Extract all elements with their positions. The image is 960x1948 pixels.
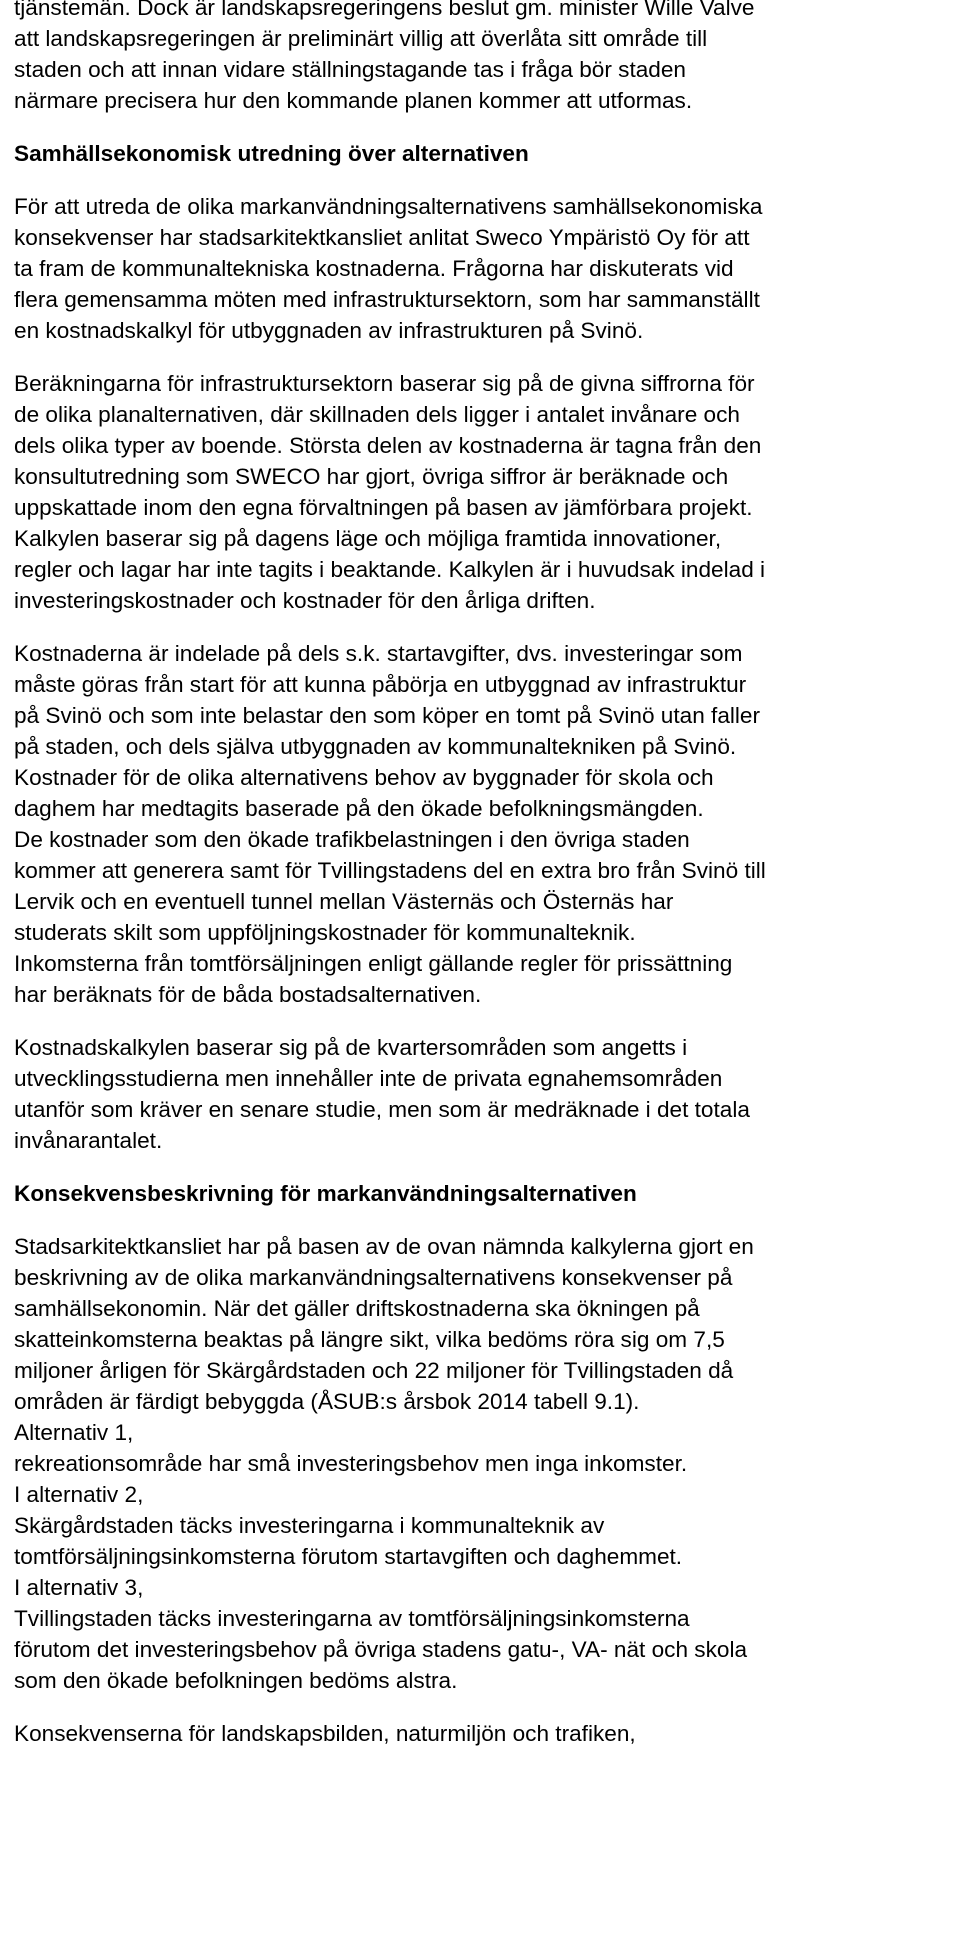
text-line: områden är färdigt bebyggda (ÅSUB:s årsbok 2014 tabell 9.1). [14,1389,640,1414]
paragraph-konsekvenser [14,1231,944,1696]
text-line: Konsekvenserna för landskapsbilden, naturmiljön och trafiken, [14,1721,636,1746]
text-line: Skärgårdstaden täcks investeringarna i kommunalteknik av [14,1513,605,1538]
section-heading-samhallsekonomisk: Samhällsekonomisk utredning över alternativen [14,141,529,166]
text-line: på Svinö och som inte belastar den som köper en tomt på Svinö utan faller [14,703,761,728]
text-line: Stadsarkitektkansliet har på basen av de ovan nämnda kalkylerna gjort en [14,1234,754,1259]
text-line: tjänstemän. Dock är landskapsregeringens beslut gm. minister Wille Valve [14,0,755,20]
text-line: Kalkylen baserar sig på dagens läge och möjliga framtida innovationer, [14,526,722,551]
paragraph-landskapsbilden [14,1718,944,1749]
text-line: Tvillingstaden täcks investeringarna av tomtförsäljningsinkomsterna [14,1606,690,1631]
text-line: att landskapsregeringen är preliminärt villig att överlåta sitt område till [14,26,708,51]
paragraph-berakningarna [14,368,944,616]
text-line: utanför som kräver en senare studie, men som är medräknade i det totala [14,1097,750,1122]
text-line: investeringskostnader och kostnader för den årliga driften. [14,588,596,613]
paragraph-intro [14,0,944,116]
document-page [14,0,944,1749]
text-line: Inkomsterna från tomtförsäljningen enligt gällande regler för prissättning [14,951,733,976]
text-line: regler och lagar har inte tagits i beaktande. Kalkylen är i huvudsak indelad i [14,557,766,582]
text-line: kommer att generera samt för Tvillingstadens del en extra bro från Svinö till [14,858,766,883]
paragraph-kostnaderna [14,638,944,1010]
text-line: som den ökade befolkningen bedöms alstra. [14,1668,458,1693]
text-line: flera gemensamma möten med infrastruktursektorn, som har sammanställt [14,287,760,312]
text-line: konsultutredning som SWECO har gjort, övriga siffror är beräknade och [14,464,729,489]
text-line: invånarantalet. [14,1128,163,1153]
text-line: Beräkningarna för infrastruktursektorn baserar sig på de givna siffrorna för [14,371,755,396]
text-line: Kostnader för de olika alternativens behov av byggnader för skola och [14,765,714,790]
section-heading-konsekvensbeskrivning: Konsekvensbeskrivning för markanvändningsalternativen [14,1181,637,1206]
text-line: skatteinkomsterna beaktas på längre sikt, vilka bedöms röra sig om 7,5 [14,1327,725,1352]
text-line: miljoner årligen för Skärgårdstaden och 22 miljoner för Tvillingstaden då [14,1358,734,1383]
paragraph-kostnadskalkylen [14,1032,944,1156]
text-line: dels olika typer av boende. Största delen av kostnaderna är tagna från den [14,433,762,458]
text-line: har beräknats för de båda bostadsalternativen. [14,982,482,1007]
text-line: konsekvenser har stadsarkitektkansliet anlitat Sweco Ympäristö Oy för att [14,225,750,250]
text-line: tomtförsäljningsinkomsterna förutom startavgiften och daghemmet. [14,1544,683,1569]
text-line: måste göras från start för att kunna påbörja en utbyggnad av infrastruktur [14,672,747,697]
text-line: förutom det investeringsbehov på övriga stadens gatu-, VA- nät och skola [14,1637,748,1662]
text-line: samhällsekonomin. När det gäller driftskostnaderna ska ökningen på [14,1296,700,1321]
text-line: ta fram de kommunaltekniska kostnaderna. Frågorna har diskuterats vid [14,256,734,281]
text-line: en kostnadskalkyl för utbyggnaden av infrastrukturen på Svinö. [14,318,644,343]
text-line: Lervik och en eventuell tunnel mellan Västernäs och Östernäs har [14,889,674,914]
text-line: utvecklingsstudierna men innehåller inte de privata egnahemsområden [14,1066,723,1091]
text-line: uppskattade inom den egna förvaltningen på basen av jämförbara projekt. [14,495,753,520]
text-line: För att utreda de olika markanvändningsalternativens samhällsekonomiska [14,194,763,219]
text-line: Alternativ 1, [14,1420,134,1445]
text-line: beskrivning av de olika markanvändningsalternativens konsekvenser på [14,1265,733,1290]
text-line: studerats skilt som uppföljningskostnader för kommunalteknik. [14,920,636,945]
text-line: närmare precisera hur den kommande planen kommer att utformas. [14,88,693,113]
text-line: på staden, och dels själva utbyggnaden av kommunaltekniken på Svinö. [14,734,737,759]
text-line: Kostnadskalkylen baserar sig på de kvartersområden som angetts i [14,1035,688,1060]
text-line: daghem har medtagits baserade på den ökade befolkningsmängden. [14,796,704,821]
text-line: I alternativ 3, [14,1575,144,1600]
text-line: Kostnaderna är indelade på dels s.k. startavgifter, dvs. investeringar som [14,641,743,666]
text-line: de olika planalternativen, där skillnaden dels ligger i antalet invånare och [14,402,740,427]
text-line: De kostnader som den ökade trafikbelastningen i den övriga staden [14,827,690,852]
text-line: staden och att innan vidare ställningstagande tas i fråga bör staden [14,57,686,82]
text-line: I alternativ 2, [14,1482,144,1507]
text-line: rekreationsområde har små investeringsbehov men inga inkomster. [14,1451,688,1476]
paragraph-utredning [14,191,944,346]
